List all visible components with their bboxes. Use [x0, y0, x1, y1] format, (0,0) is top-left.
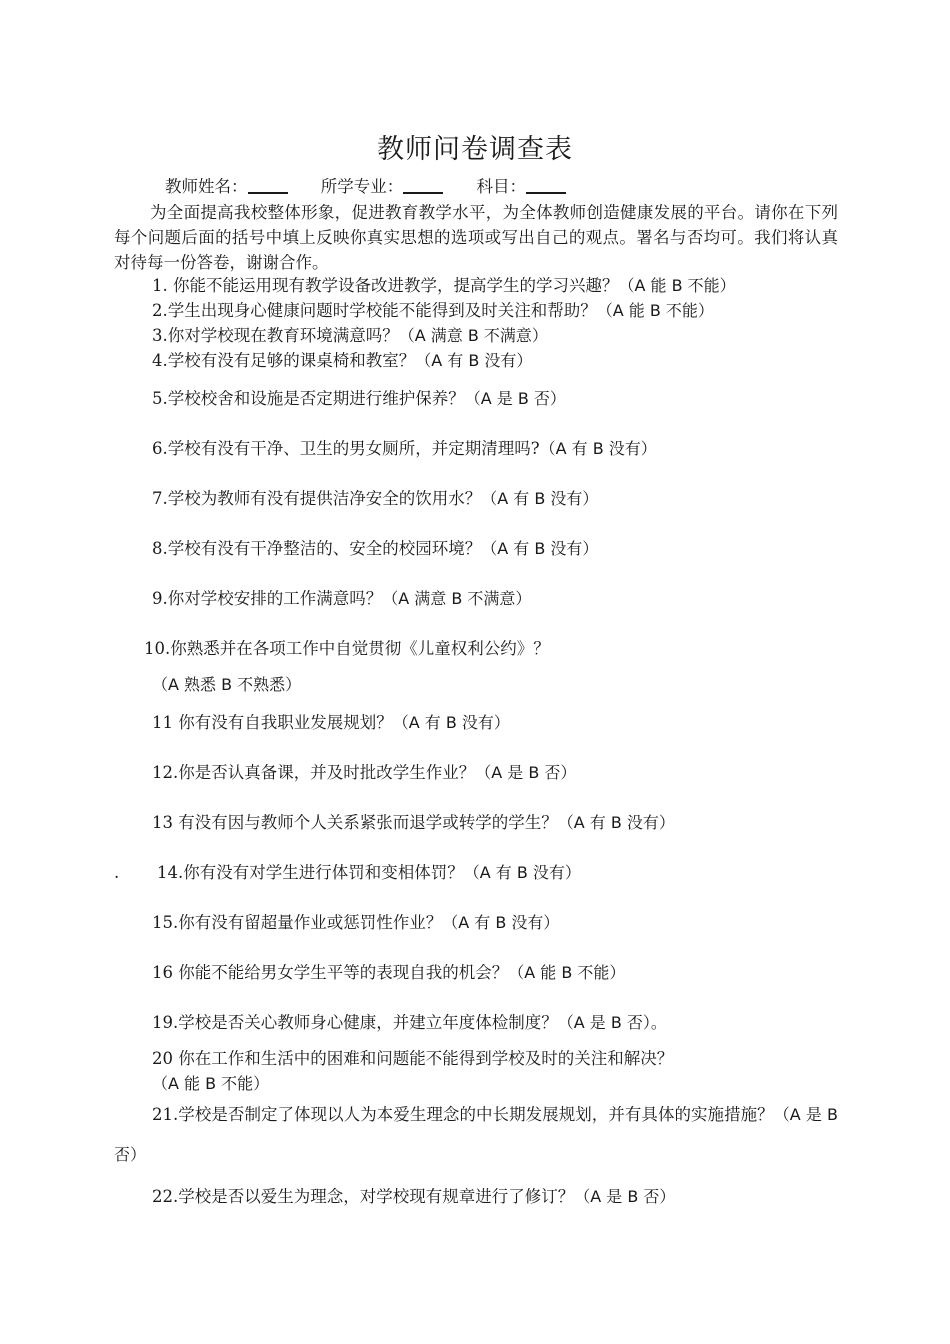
question-text: 9.你对学校安排的工作满意吗？: [152, 589, 383, 608]
question-options: （A 是 B 否）: [114, 1105, 838, 1164]
question-3: [152, 323, 548, 348]
question-options: （A 有 B 没有）: [392, 713, 510, 732]
question-text: 21.学校是否制定了体现以人为本爱生理念的中长期发展规划，并有具体的实施措施？: [152, 1105, 774, 1124]
subject-blank[interactable]: [526, 176, 566, 194]
teacher-name-blank[interactable]: [248, 176, 288, 194]
question-text: 11 你有没有自我职业发展规划？: [152, 713, 393, 732]
question-4: [152, 348, 532, 373]
question-text: 16 你能不能给男女学生平等的表现自我的机会？: [152, 963, 509, 982]
question-14: [157, 860, 581, 885]
question-text: 2.学生出现身心健康问题时学校能不能得到及时关注和帮助？: [152, 301, 597, 320]
question-21: [114, 1095, 838, 1175]
question-20: [152, 1046, 673, 1071]
question-text: 1. 你能不能运用现有教学设备改进教学，提高学生的学习兴趣？: [152, 276, 619, 295]
question-text: 14.你有没有对学生进行体罚和变相体罚？: [157, 863, 464, 882]
teacher-name-field[interactable]: [165, 174, 288, 200]
subject-label: 科目：: [476, 177, 526, 196]
question-options: （A 有 B 没有）: [539, 439, 657, 458]
question-options: （A 能 B 不能）: [508, 963, 626, 982]
question-options: （A 熟悉 B 不熟悉）: [152, 675, 302, 694]
question-20-options-line: [152, 1071, 269, 1096]
teacher-name-label: 教师姓名：: [165, 177, 248, 196]
question-text: 10.你熟悉并在各项工作中自觉贯彻《儿童权利公约》？: [144, 639, 550, 658]
question-options: （A 满意 B 不满意）: [398, 326, 548, 345]
question-options: （A 有 B 没有）: [463, 863, 581, 882]
question-options: （A 有 B 没有）: [481, 489, 599, 508]
question-2: [152, 298, 714, 323]
question-5: [152, 386, 566, 411]
question-22: [152, 1184, 675, 1209]
stray-dot-mark: .: [114, 863, 120, 882]
major-blank[interactable]: [403, 176, 443, 194]
question-text: 12.你是否认真备课，并及时批改学生作业？: [152, 763, 476, 782]
question-text: 13 有没有因与教师个人关系紧张而退学或转学的学生？: [152, 813, 558, 832]
intro-paragraph: 为全面提高我校整体形象，促进教育教学水平，为全体教师创造健康发展的平台。请你在下列每个问题后面的括号中填上反映你真实思想的选项或写出自己的观点。署名与否均可。我们将认真对待每一份答卷，谢谢合作。: [114, 203, 838, 272]
question-options: （A 有 B 没有）: [557, 813, 675, 832]
question-6: [152, 436, 657, 461]
question-text: 20 你在工作和生活中的困难和问题能不能得到学校及时的关注和解决？: [152, 1049, 674, 1068]
question-10-options-line: [152, 672, 301, 697]
question-options: （A 有 B 没有）: [415, 351, 533, 370]
question-options: （A 是 B 否）: [574, 1187, 676, 1206]
question-7: [152, 486, 598, 511]
question-11: [152, 710, 510, 735]
question-options: （A 能 B 不能）: [618, 276, 736, 295]
question-12: [152, 760, 576, 785]
question-options: （A 能 B 不能）: [596, 301, 714, 320]
question-text: 15.你有没有留超量作业或惩罚性作业？: [152, 913, 443, 932]
question-10: [144, 636, 550, 661]
question-text: 19.学校是否关心教师身心健康，并建立年度体检制度？: [152, 1013, 558, 1032]
question-19: [152, 1010, 667, 1035]
subject-field[interactable]: [477, 174, 567, 200]
question-options: （A 是 B 否）。: [557, 1013, 667, 1032]
page-title: 教师问卷调查表: [377, 134, 573, 165]
question-text: 5.学校校舍和设施是否定期进行维护保养？: [152, 389, 465, 408]
question-9: [152, 586, 531, 611]
question-text: 6.学校有没有干净、卫生的男女厕所，并定期清理吗?: [152, 439, 540, 458]
question-15: [152, 910, 559, 935]
question-text: 3.你对学校现在教育环境满意吗？: [152, 326, 399, 345]
question-16: [152, 960, 625, 985]
question-1: [152, 273, 736, 298]
question-text: 22.学校是否以爱生为理念，对学校现有规章进行了修订？: [152, 1187, 575, 1206]
question-options: （A 有 B 没有）: [481, 539, 599, 558]
question-options: （A 是 B 否）: [475, 763, 577, 782]
question-options: （A 是 B 否）: [464, 389, 566, 408]
question-text: 8.学校有没有干净整洁的、安全的校园环境？: [152, 539, 482, 558]
question-options: （A 能 B 不能）: [152, 1074, 270, 1093]
major-label: 所学专业：: [320, 177, 404, 196]
major-field[interactable]: [321, 174, 444, 200]
question-options: （A 有 B 没有）: [442, 913, 560, 932]
question-text: 7.学校为教师有没有提供洁净安全的饮用水？: [152, 489, 482, 508]
question-13: [152, 810, 675, 835]
question-text: 4.学校有没有足够的课桌椅和教室？: [152, 351, 416, 370]
teacher-info-row: [165, 174, 594, 200]
question-options: （A 满意 B 不满意）: [382, 589, 532, 608]
question-8: [152, 536, 598, 561]
